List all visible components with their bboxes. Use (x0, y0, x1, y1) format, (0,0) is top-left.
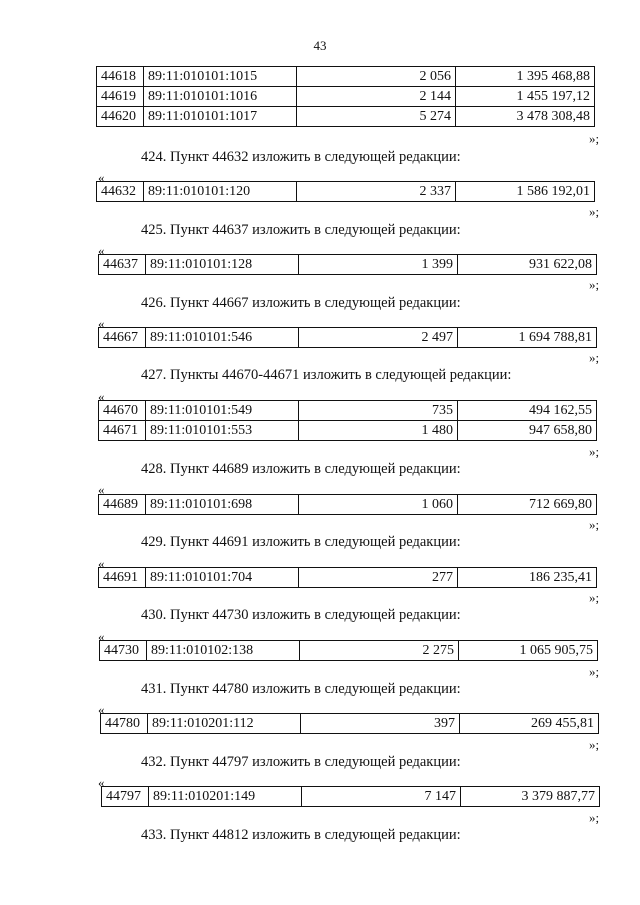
register-table (96, 66, 595, 127)
cost-value: 1 455 197,12 (456, 87, 595, 107)
section-heading: 426. Пункт 44667 изложить в следующей редакции: (141, 295, 461, 311)
area-value: 2 337 (297, 182, 456, 202)
cadastral-number: 89:11:010101:120 (144, 182, 297, 202)
closing-quote: »; (589, 664, 600, 679)
area-value: 2 497 (299, 328, 458, 348)
cadastral-number: 89:11:010201:112 (148, 714, 301, 734)
page-number: 43 (313, 38, 327, 53)
register-table (98, 494, 597, 515)
table-row (99, 495, 597, 515)
table-row (99, 401, 597, 421)
row-id: 44689 (99, 495, 146, 515)
table-row (97, 107, 595, 127)
area-value: 2 275 (300, 641, 459, 661)
cadastral-number: 89:11:010101:704 (146, 568, 299, 588)
section-heading: 428. Пункт 44689 изложить в следующей редакции: (141, 461, 461, 477)
cost-value: 1 694 788,81 (458, 328, 597, 348)
table-row (101, 714, 599, 734)
cost-value: 3 478 308,48 (456, 107, 595, 127)
closing-quote: »; (589, 737, 600, 752)
closing-quote: »; (589, 350, 600, 365)
area-value: 2 144 (297, 87, 456, 107)
register-table (98, 327, 597, 348)
row-id: 44620 (97, 107, 144, 127)
register-table (98, 567, 597, 588)
area-value: 5 274 (297, 107, 456, 127)
section-heading: 425. Пункт 44637 изложить в следующей редакции: (141, 222, 461, 238)
section-heading: 431. Пункт 44780 изложить в следующей редакции: (141, 681, 461, 697)
opening-quote: « (98, 556, 105, 571)
table-row (99, 328, 597, 348)
cost-value: 1 586 192,01 (456, 182, 595, 202)
register-table (96, 181, 595, 202)
cadastral-number: 89:11:010102:138 (147, 641, 300, 661)
register-table (98, 400, 597, 441)
section-heading: 427. Пункты 44670-44671 изложить в следующей редакции: (141, 367, 512, 383)
area-value: 2 056 (297, 67, 456, 87)
cadastral-number: 89:11:010101:1016 (144, 87, 297, 107)
closing-quote: »; (589, 277, 600, 292)
cost-value: 931 622,08 (458, 255, 597, 275)
closing-quote: »; (589, 590, 600, 605)
cost-value: 186 235,41 (458, 568, 597, 588)
opening-quote: « (98, 702, 105, 717)
cost-value: 494 162,55 (458, 401, 597, 421)
row-id: 44797 (102, 787, 149, 807)
area-value: 1 480 (299, 421, 458, 441)
register-table (101, 786, 600, 807)
row-id: 44632 (97, 182, 144, 202)
row-id: 44730 (100, 641, 147, 661)
row-id: 44618 (97, 67, 144, 87)
cost-value: 947 658,80 (458, 421, 597, 441)
opening-quote: « (98, 170, 105, 185)
table-row (97, 182, 595, 202)
table-row (99, 255, 597, 275)
area-value: 7 147 (302, 787, 461, 807)
closing-quote: »; (589, 810, 600, 825)
section-heading: 430. Пункт 44730 изложить в следующей редакции: (141, 607, 461, 623)
area-value: 277 (299, 568, 458, 588)
section-heading: 432. Пункт 44797 изложить в следующей редакции: (141, 754, 461, 770)
area-value: 1 060 (299, 495, 458, 515)
cadastral-number: 89:11:010101:128 (146, 255, 299, 275)
cadastral-number: 89:11:010101:1017 (144, 107, 297, 127)
row-id: 44670 (99, 401, 146, 421)
opening-quote: « (98, 389, 105, 404)
cadastral-number: 89:11:010101:698 (146, 495, 299, 515)
row-id: 44667 (99, 328, 146, 348)
row-id: 44691 (99, 568, 146, 588)
cadastral-number: 89:11:010101:1015 (144, 67, 297, 87)
cadastral-number: 89:11:010101:546 (146, 328, 299, 348)
section-heading: 433. Пункт 44812 изложить в следующей редакции: (141, 827, 461, 843)
table-row (100, 641, 598, 661)
cost-value: 712 669,80 (458, 495, 597, 515)
cadastral-number: 89:11:010201:149 (149, 787, 302, 807)
cost-value: 1 065 905,75 (459, 641, 598, 661)
opening-quote: « (98, 775, 105, 790)
cost-value: 269 455,81 (460, 714, 599, 734)
area-value: 1 399 (299, 255, 458, 275)
register-table (98, 254, 597, 275)
closing-quote: »; (589, 131, 600, 146)
area-value: 735 (299, 401, 458, 421)
closing-quote: »; (589, 204, 600, 219)
cost-value: 3 379 887,77 (461, 787, 600, 807)
opening-quote: « (98, 243, 105, 258)
row-id: 44671 (99, 421, 146, 441)
closing-quote: »; (589, 517, 600, 532)
table-row (99, 421, 597, 441)
opening-quote: « (98, 316, 105, 331)
cost-value: 1 395 468,88 (456, 67, 595, 87)
table-row (97, 87, 595, 107)
section-heading: 424. Пункт 44632 изложить в следующей редакции: (141, 149, 461, 165)
closing-quote: »; (589, 444, 600, 459)
opening-quote: « (98, 629, 105, 644)
row-id: 44780 (101, 714, 148, 734)
area-value: 397 (301, 714, 460, 734)
table-row (99, 568, 597, 588)
row-id: 44637 (99, 255, 146, 275)
opening-quote: « (98, 482, 105, 497)
register-table (100, 713, 599, 734)
table-row (102, 787, 600, 807)
cadastral-number: 89:11:010101:549 (146, 401, 299, 421)
row-id: 44619 (97, 87, 144, 107)
register-table (99, 640, 598, 661)
section-heading: 429. Пункт 44691 изложить в следующей редакции: (141, 534, 461, 550)
cadastral-number: 89:11:010101:553 (146, 421, 299, 441)
table-row (97, 67, 595, 87)
